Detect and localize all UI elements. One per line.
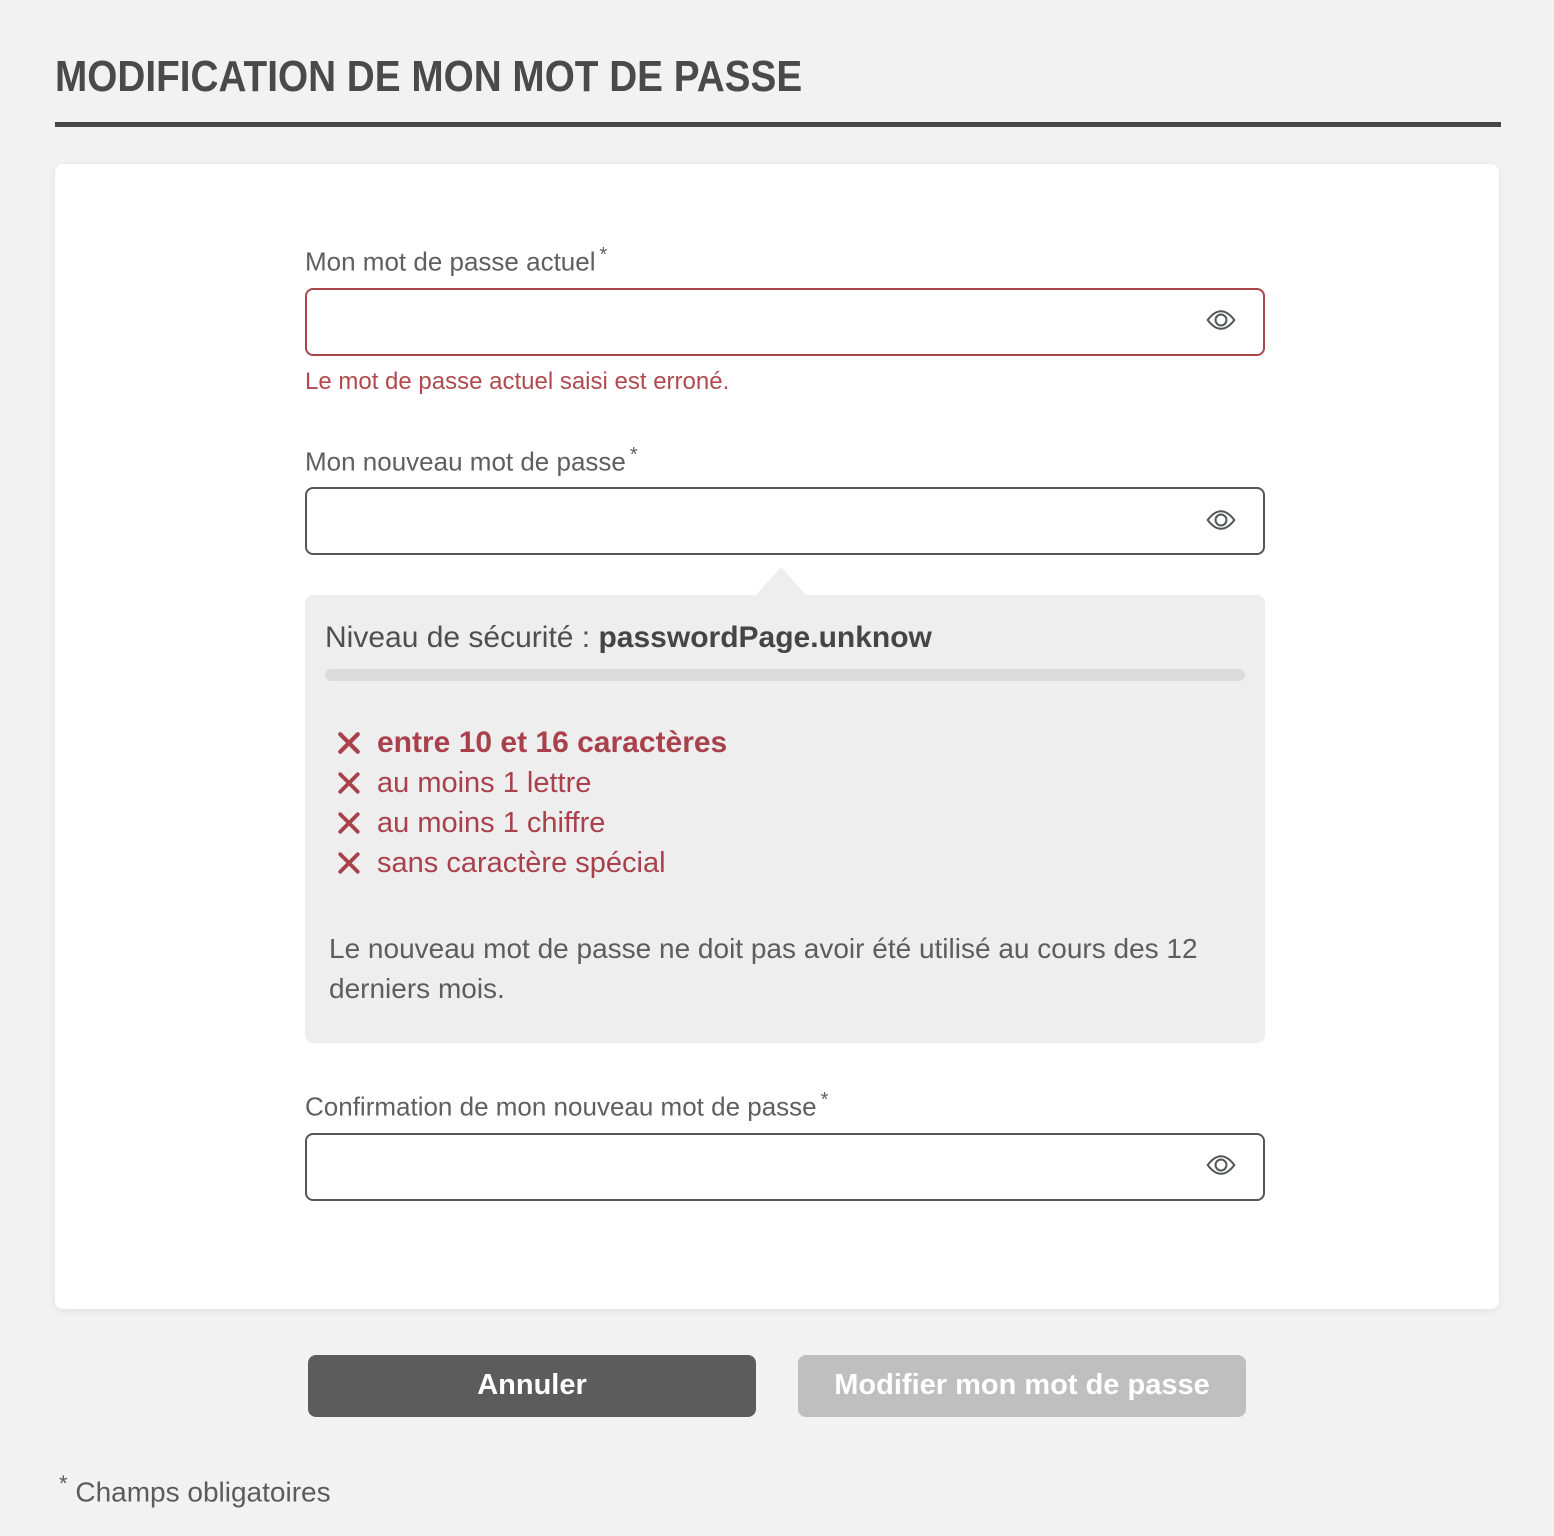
password-criteria-list (325, 723, 1245, 883)
x-icon (335, 849, 363, 877)
confirm-password-label (305, 1089, 1265, 1123)
criterion-digit (335, 803, 1245, 843)
required-fields-footnote (55, 1471, 1499, 1508)
current-password-input[interactable] (305, 288, 1265, 356)
criterion-letter (335, 763, 1245, 803)
criterion-label: entre 10 et 16 caractères (377, 726, 728, 760)
password-strength-bar (325, 669, 1245, 681)
new-password-group (305, 444, 1265, 556)
criterion-length (335, 723, 1245, 763)
confirm-password-label-text: Confirmation de mon nouveau mot de passe (305, 1091, 817, 1122)
page (0, 52, 1554, 1508)
eye-icon (1201, 1149, 1241, 1184)
current-password-label (305, 244, 1265, 278)
confirm-password-visibility-button[interactable] (1199, 1147, 1243, 1187)
x-icon (335, 729, 363, 757)
footnote-text: Champs obligatoires (75, 1476, 331, 1508)
criterion-label: au moins 1 lettre (377, 767, 592, 800)
criterion-special-char (335, 843, 1245, 883)
page-title: MODIFICATION DE MON MOT DE PASSE (55, 52, 803, 101)
submit-button[interactable]: Modifier mon mot de passe (798, 1355, 1246, 1417)
criterion-label: sans caractère spécial (377, 847, 666, 880)
new-password-input-wrap (305, 487, 1265, 555)
criterion-label: au moins 1 chiffre (377, 807, 606, 840)
new-password-visibility-button[interactable] (1199, 501, 1243, 541)
current-password-group (305, 244, 1265, 396)
new-password-label-text: Mon nouveau mot de passe (305, 446, 626, 477)
new-password-label (305, 444, 1265, 478)
current-password-input-wrap (305, 288, 1265, 356)
x-icon (335, 809, 363, 837)
current-password-label-text: Mon mot de passe actuel (305, 246, 596, 277)
security-level-value: passwordPage.unknow (598, 621, 932, 655)
confirm-password-input[interactable] (305, 1133, 1265, 1201)
title-divider (55, 122, 1501, 127)
current-password-visibility-button[interactable] (1199, 302, 1243, 342)
current-password-error: Le mot de passe actuel saisi est erroné. (305, 367, 730, 395)
footnote-asterisk: * (59, 1470, 68, 1496)
required-asterisk: * (820, 1089, 829, 1112)
x-icon (335, 769, 363, 797)
confirm-password-group (305, 1089, 1265, 1201)
tooltip-arrow (756, 567, 806, 595)
security-level-panel (305, 595, 1265, 1043)
security-level-title (325, 621, 1245, 655)
eye-icon (1201, 504, 1241, 539)
eye-icon (1201, 304, 1241, 339)
password-history-note: Le nouveau mot de passe ne doit pas avoir été utilisé au cours des 12 derniers mois. (329, 933, 1198, 1005)
new-password-input[interactable] (305, 487, 1265, 555)
form-actions (55, 1355, 1499, 1417)
cancel-button[interactable]: Annuler (308, 1355, 756, 1417)
required-asterisk: * (599, 244, 608, 266)
confirm-password-input-wrap (305, 1133, 1265, 1201)
required-asterisk: * (629, 443, 638, 466)
password-form-card (55, 164, 1499, 1309)
security-level-label: Niveau de sécurité : (325, 621, 591, 655)
